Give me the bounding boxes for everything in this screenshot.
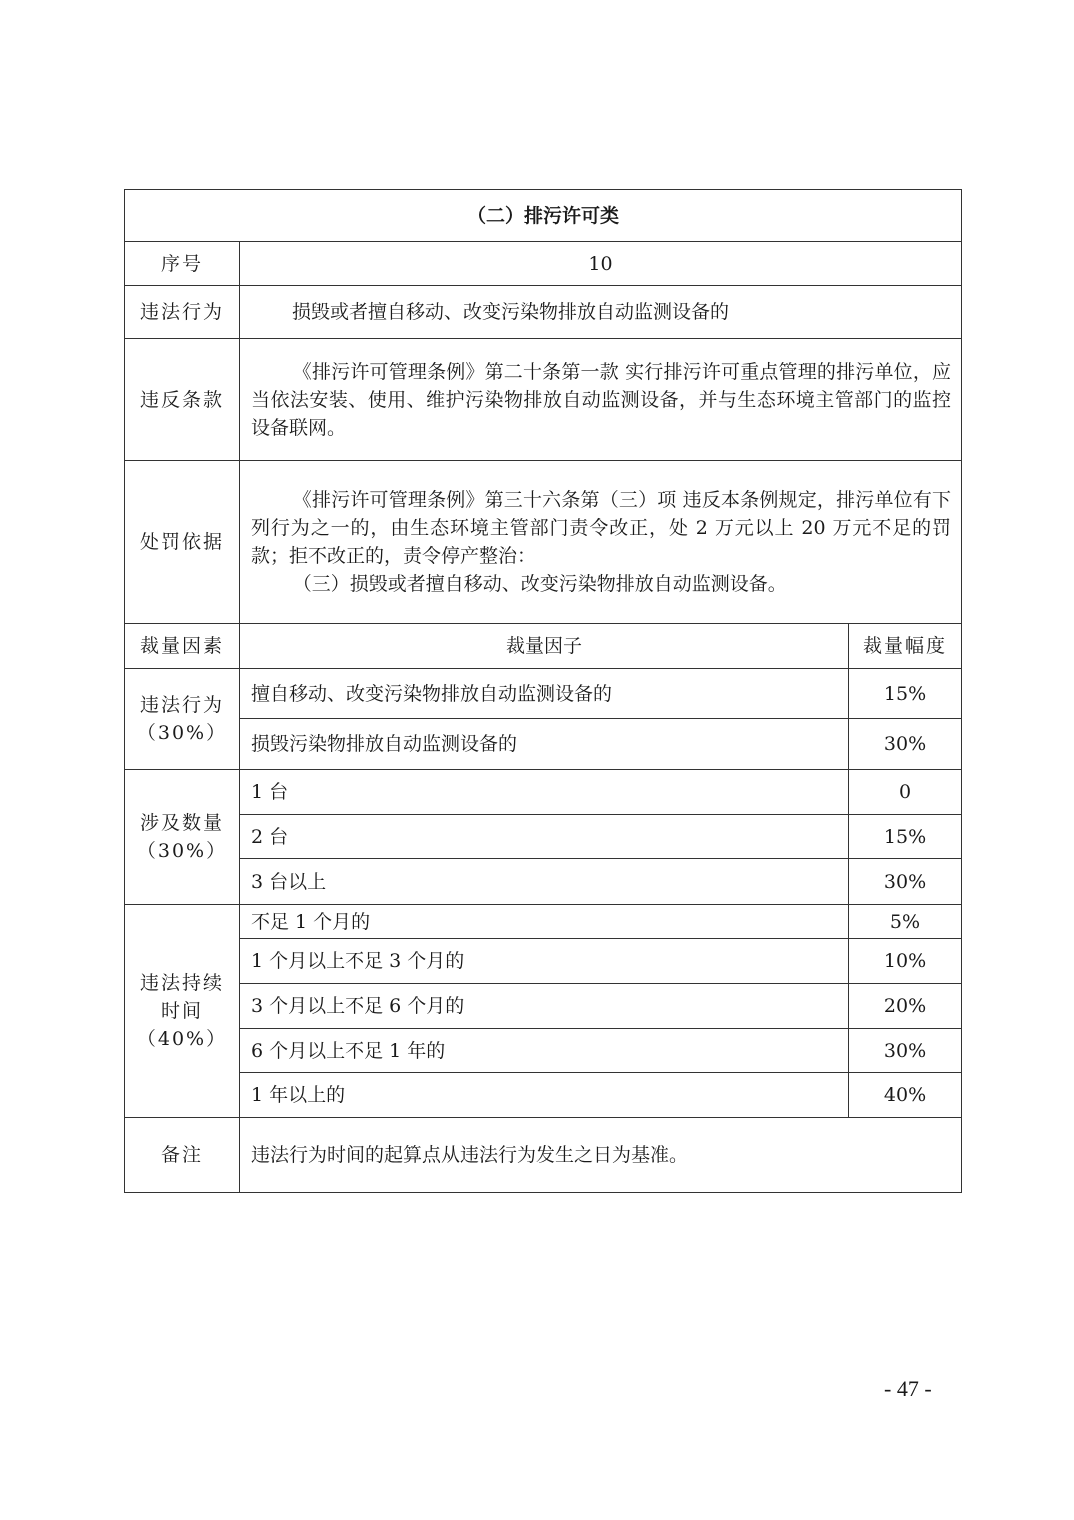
item-header: 裁量因子 (240, 624, 849, 669)
remark-label: 备注 (125, 1118, 240, 1193)
page-number: - 47 - (884, 1376, 932, 1401)
penalty-paragraph-2: （三）损毁或者擅自移动、改变污染物排放自动监测设备。 (292, 573, 787, 595)
factor-item: 1 年以上的 (240, 1073, 849, 1118)
clause-paragraph: 《排污许可管理条例》第二十条第一款 实行排污许可重点管理的排污单位，应当依法安装、使用、维护污染物排放自动监测设备，并与生态环境主管部门的监控设备联网。 (251, 360, 952, 439)
factor-header: 裁量因素 (125, 624, 240, 669)
factor-item: 1 个月以上不足 3 个月的 (240, 939, 849, 984)
penalty-value (240, 461, 962, 624)
serial-label: 序号 (125, 242, 240, 286)
group-label-line: （30%） (136, 722, 228, 744)
factor-item: 3 个月以上不足 6 个月的 (240, 984, 849, 1029)
factor-value: 20% (849, 984, 962, 1029)
factor-value: 30% (849, 719, 962, 770)
table-title: （二）排污许可类 (125, 190, 962, 242)
clause-value (240, 339, 962, 461)
violation-value: 损毁或者擅自移动、改变污染物排放自动监测设备的 (240, 286, 962, 339)
factor-item: 损毁污染物排放自动监测设备的 (240, 719, 849, 770)
remark-value: 违法行为时间的起算点从违法行为发生之日为基准。 (240, 1118, 962, 1193)
factor-value: 15% (849, 669, 962, 719)
penalty-label: 处罚依据 (125, 461, 240, 624)
factor-item: 不足 1 个月的 (240, 905, 849, 939)
factor-item: 2 台 (240, 815, 849, 859)
factor-value: 30% (849, 1029, 962, 1073)
factor-value: 30% (849, 859, 962, 905)
factor-value: 0 (849, 770, 962, 815)
violation-label: 违法行为 (125, 286, 240, 339)
group-label-line: （30%） (136, 840, 228, 862)
factor-item: 6 个月以上不足 1 年的 (240, 1029, 849, 1073)
factor-item: 1 台 (240, 770, 849, 815)
group-label-line: 涉及数量 (139, 812, 224, 834)
group-label-line: 违法行为 (139, 694, 224, 716)
factor-item: 擅自移动、改变污染物排放自动监测设备的 (240, 669, 849, 719)
factor-value: 5% (849, 905, 962, 939)
factor-item: 3 台以上 (240, 859, 849, 905)
discretion-table (124, 189, 962, 1193)
serial-value: 10 (240, 242, 962, 286)
group-label-line: 时间 (160, 1000, 203, 1022)
factor-value: 15% (849, 815, 962, 859)
group-label-violation (125, 669, 240, 770)
group-label-line: （40%） (136, 1028, 228, 1050)
clause-label: 违反条款 (125, 339, 240, 461)
group-label-duration (125, 905, 240, 1118)
factor-value: 10% (849, 939, 962, 984)
group-label-quantity (125, 770, 240, 905)
penalty-paragraph-1: 《排污许可管理条例》第三十六条第（三）项 违反本条例规定，排污单位有下列行为之一的，由生态环境主管部门责令改正，处 2 万元以上 20 万元不足的罚款；拒不改正的，责令停产整治： (251, 489, 952, 567)
factor-value: 40% (849, 1073, 962, 1118)
group-label-line: 违法持续 (139, 972, 224, 994)
range-header: 裁量幅度 (849, 624, 962, 669)
